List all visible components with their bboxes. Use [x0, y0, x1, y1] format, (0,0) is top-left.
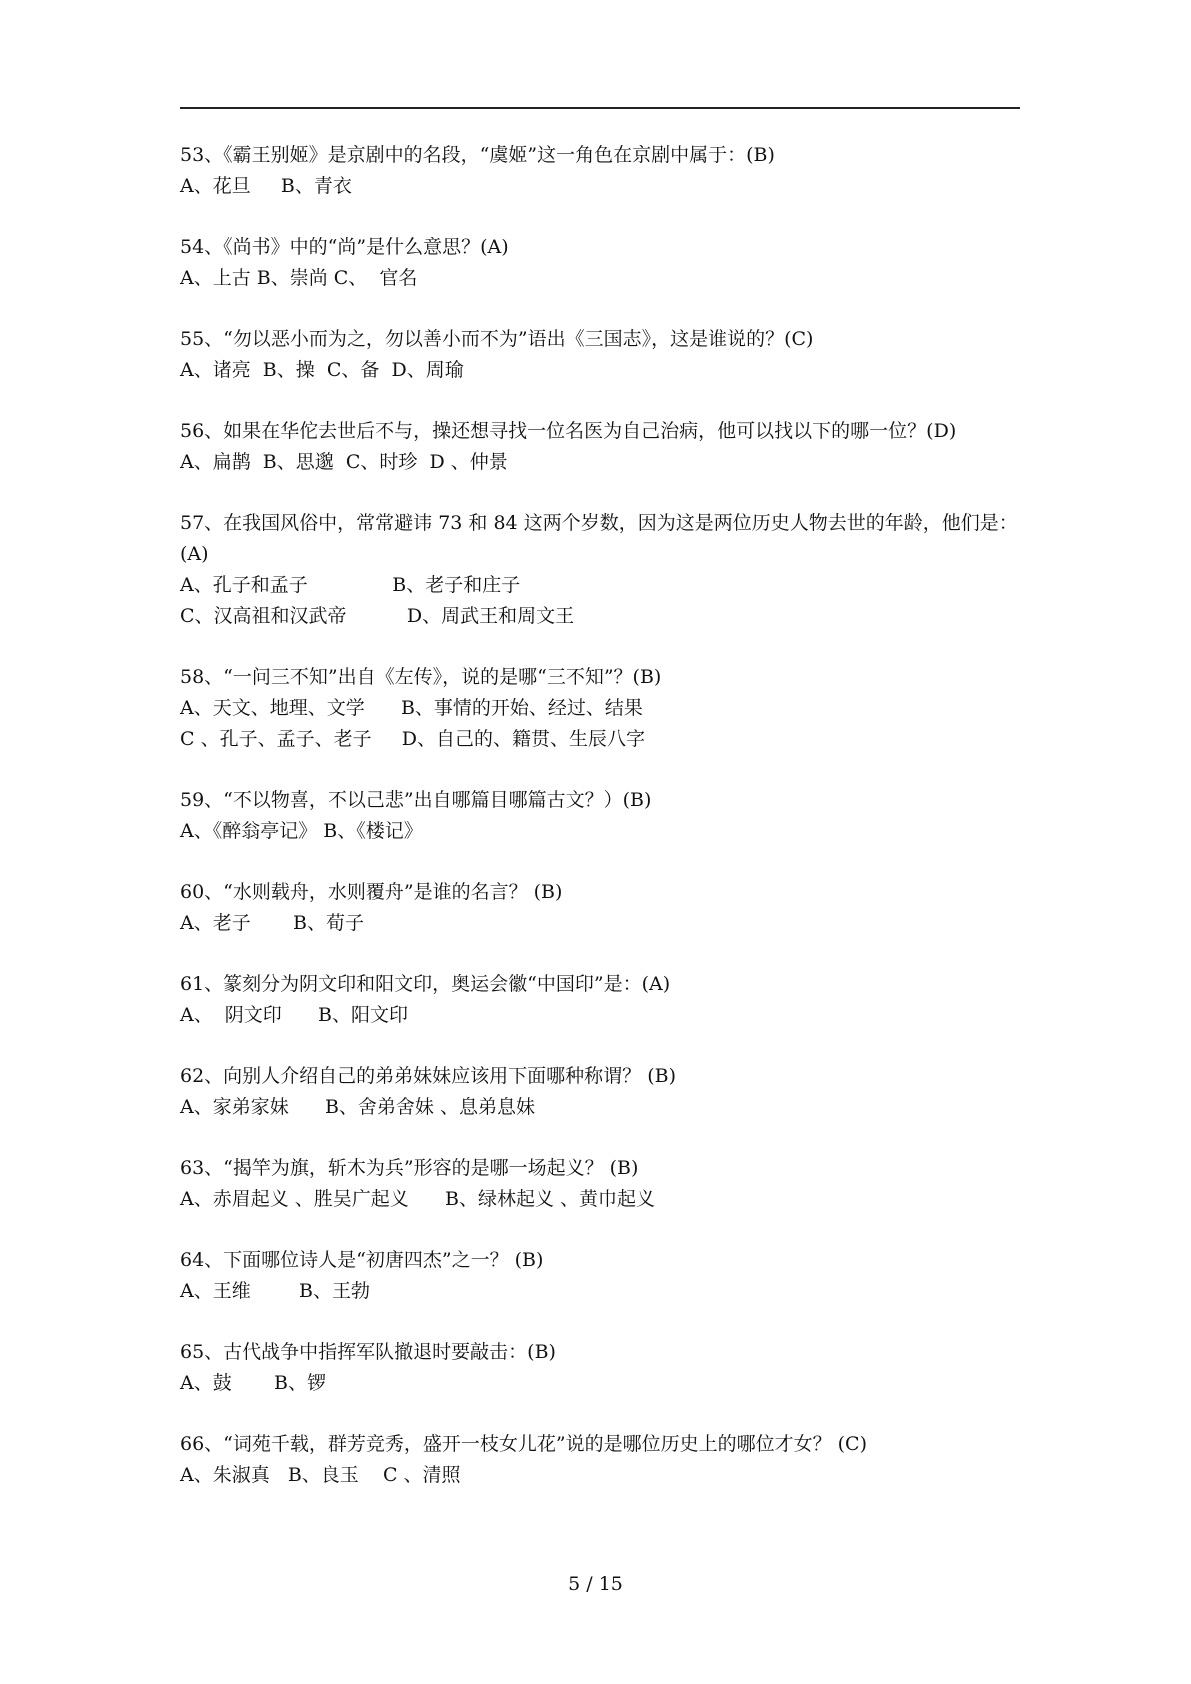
question-57: [180, 508, 1020, 632]
question-text: 58、“一问三不知”出自《左传》，说的是哪“三不知”？(B): [180, 666, 662, 688]
question-60: [180, 877, 1020, 939]
question-options: A、家弟家妹 B、舍弟舍妹 、息弟息妹: [180, 1096, 535, 1118]
question-text: 57、在我国风俗中，常常避讳 73 和 84 这两个岁数，因为这是两位历史人物去世的年龄，他们是：(A): [180, 512, 1018, 565]
question-59: [180, 785, 1020, 847]
question-56: [180, 416, 1020, 478]
question-options: A、 阴文印 B、阳文印: [180, 1004, 409, 1026]
question-text: 62、向别人介绍自己的弟弟妹妹应该用下面哪种称谓？ (B): [180, 1065, 677, 1087]
question-options: A、孔子和孟子 B、老子和庄子: [180, 574, 521, 596]
question-61: [180, 969, 1020, 1031]
question-58: [180, 662, 1020, 755]
question-53: [180, 140, 1020, 202]
question-text: 61、篆刻分为阴文印和阳文印，奥运会徽“中国印”是：(A): [180, 973, 671, 995]
question-text: 54、《尚书》中的“尚”是什么意思？(A): [180, 236, 509, 258]
question-text: 63、“揭竿为旗，斩木为兵”形容的是哪一场起义？ (B): [180, 1157, 639, 1179]
question-54: [180, 232, 1020, 294]
question-options: A、花旦 B、青衣: [180, 175, 352, 197]
question-text: 55、“勿以恶小而为之，勿以善小而不为”语出《三国志》，这是谁说的？(C): [180, 328, 814, 350]
question-options: A、《醉翁亭记》 B、《楼记》: [180, 820, 423, 842]
header-rule: [180, 107, 1020, 109]
question-options: A、天文、地理、文学 B、事情的开始、经过、结果: [180, 697, 643, 719]
question-options: A、鼓 B、锣: [180, 1372, 326, 1394]
question-text: 56、如果在华佗去世后不与，操还想寻找一位名医为自己治病，他可以找以下的哪一位？(D): [180, 420, 957, 442]
question-list: [180, 140, 1020, 1521]
question-options: C 、孔子、孟子、老子 D、自己的、籍贯、生辰八字: [180, 728, 646, 750]
question-62: [180, 1061, 1020, 1123]
question-text: 65、古代战争中指挥军队撤退时要敲击：(B): [180, 1341, 556, 1363]
question-options: A、王维 B、王勃: [180, 1280, 371, 1302]
question-options: A、老子 B、荀子: [180, 912, 364, 934]
question-text: 66、“词苑千载，群芳竞秀，盛开一枝女儿花”说的是哪位历史上的哪位才女？ (C): [180, 1433, 868, 1455]
question-66: [180, 1429, 1020, 1491]
question-options: A、诸亮 B、操 C、备 D、周瑜: [180, 359, 464, 381]
question-63: [180, 1153, 1020, 1215]
question-options: C、汉高祖和汉武帝 D、周武王和周文王: [180, 605, 575, 627]
question-55: [180, 324, 1020, 386]
question-options: A、扁鹊 B、思邈 C、时珍 D 、仲景: [180, 451, 508, 473]
question-64: [180, 1245, 1020, 1307]
page-number: 5 / 15: [568, 1573, 623, 1595]
question-options: A、上古 B、崇尚 C、 官名: [180, 267, 418, 289]
question-text: 53、《霸王别姬》是京剧中的名段，“虞姬”这一角色在京剧中属于：(B): [180, 144, 775, 166]
question-options: A、朱淑真 B、良玉 C 、清照: [180, 1464, 461, 1486]
question-text: 64、下面哪位诗人是“初唐四杰”之一？ (B): [180, 1249, 544, 1271]
question-65: [180, 1337, 1020, 1399]
question-text: 60、“水则载舟，水则覆舟”是谁的名言？ (B): [180, 881, 563, 903]
question-options: A、赤眉起义 、胜吴广起义 B、绿林起义 、黄巾起义: [180, 1188, 656, 1210]
question-text: 59、“不以物喜，不以己悲”出自哪篇目哪篇古文？）(B): [180, 789, 652, 811]
